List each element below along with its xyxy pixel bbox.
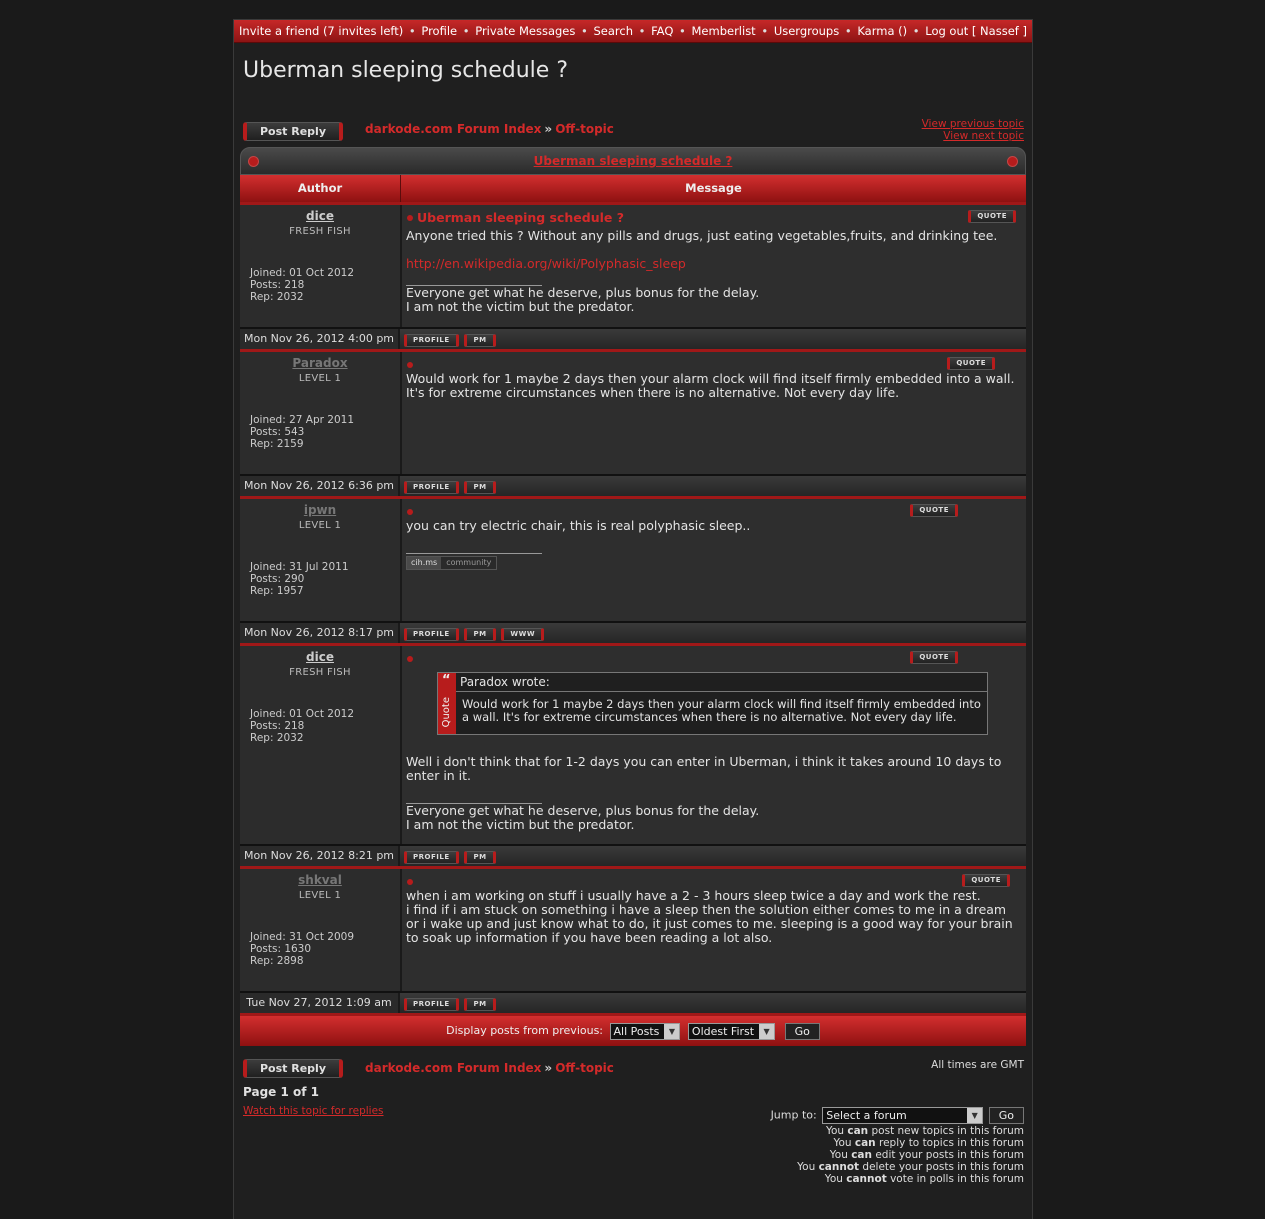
page-of: of [288, 1085, 311, 1099]
message-column-header: Message [401, 175, 1026, 202]
breadcrumb-bottom [365, 1061, 614, 1075]
author-username-link[interactable]: dice [306, 209, 334, 223]
breadcrumb [365, 122, 614, 136]
permission-text: vote in polls in this forum [886, 1173, 1024, 1185]
signature-line-2: I am not the victim but the predator. [406, 817, 635, 832]
post-body: you can try electric chair, this is real polyphasic sleep.. [406, 518, 751, 533]
jump-label: Jump to: [770, 1108, 817, 1122]
post-footer [240, 844, 1026, 866]
post-footer [240, 991, 1026, 1013]
decor-dot-icon [248, 156, 259, 167]
author-posts: Posts: 543 [250, 426, 305, 438]
author-joined: Joined: 27 Apr 2011 [250, 414, 355, 426]
post-bullet-icon [407, 879, 413, 885]
profile-button[interactable]: PROFILE [404, 481, 459, 494]
post-author [240, 352, 402, 474]
quote-button[interactable]: QUOTE [910, 504, 958, 517]
post-body: Anyone tried this ? Without any pills and drugs, just eating vegetables,fruits, and drinking tee. [406, 228, 998, 243]
post-bullet-icon [407, 215, 413, 221]
breadcrumb-separator: » [544, 122, 553, 136]
author-stats [250, 267, 354, 303]
author-posts: Posts: 218 [250, 720, 305, 732]
permission-text: You [829, 1149, 852, 1161]
post-actions [400, 623, 1026, 643]
permission-line [797, 1161, 1024, 1173]
permission-text: You [797, 1161, 819, 1173]
post-body-line-1: when i am working on stuff i usually have a 2 - 3 hours sleep twice a day and work the rest. [406, 888, 981, 903]
permission-emphasis: cannot [818, 1161, 860, 1173]
post-footer [240, 474, 1026, 496]
post-message [402, 352, 1026, 474]
chevron-down-icon: ▼ [967, 1108, 982, 1123]
quote-tab-label: Quote [441, 697, 452, 728]
permission-text: reply to topics in this forum [875, 1137, 1024, 1149]
nav-usergroups[interactable]: Usergroups [773, 24, 840, 38]
quote-block [437, 672, 988, 735]
view-next-topic-link[interactable]: View next topic [943, 130, 1024, 142]
permission-line [797, 1137, 1024, 1149]
sort-order-select[interactable] [688, 1023, 775, 1040]
timezone-note: All times are GMT [931, 1059, 1024, 1071]
post-row [240, 202, 1026, 327]
forum-permissions [797, 1125, 1024, 1185]
permission-text: delete your posts in this forum [859, 1161, 1024, 1173]
post-row [240, 643, 1026, 844]
permission-line [797, 1149, 1024, 1161]
post-footer [240, 327, 1026, 349]
nav-separator: • [638, 24, 646, 38]
nav-memberlist[interactable]: Memberlist [691, 24, 756, 38]
decor-dot-icon [1007, 156, 1018, 167]
pm-button[interactable]: PM [464, 998, 495, 1011]
topic-navigation [922, 118, 1024, 142]
column-headers [240, 175, 1026, 202]
post-reply-button[interactable]: Post Reply [243, 122, 343, 141]
topic-title-link[interactable]: Uberman sleeping schedule ? [533, 154, 733, 168]
post-body-line-2: It's for extreme circumstances when there is no alternative. Not every day life. [406, 385, 900, 400]
post-row [240, 349, 1026, 474]
page-title: Uberman sleeping schedule ? [243, 58, 568, 83]
author-joined: Joined: 31 Oct 2009 [250, 931, 355, 943]
post-author [240, 869, 402, 991]
permission-text: edit your posts in this forum [872, 1149, 1024, 1161]
quote-mark-icon: “ [442, 673, 451, 688]
post-footer [240, 621, 1026, 643]
post-row [240, 496, 1026, 621]
post-reply-button-bottom[interactable]: Post Reply [243, 1059, 343, 1078]
author-username-link[interactable]: dice [306, 650, 334, 664]
post-date: Mon Nov 26, 2012 8:17 pm [240, 623, 400, 643]
display-posts-select[interactable] [610, 1023, 681, 1040]
permission-text: You [824, 1173, 847, 1185]
author-joined: Joined: 31 Jul 2011 [250, 561, 349, 573]
author-stats [250, 561, 349, 597]
jump-to [771, 1107, 1024, 1124]
quote-tab [438, 673, 456, 734]
post-date: Mon Nov 26, 2012 4:00 pm [240, 329, 400, 349]
post-body-line-2: i find if i am stuck on something i have a sleep then the solution either comes to me in a dream or i wake up and just know what to do, it just comes to me. sleeping is a good way for your brain to soak up information if you have been reading a lot also. [406, 902, 1013, 945]
quote-button[interactable]: QUOTE [962, 874, 1010, 887]
permission-text: You [825, 1125, 848, 1137]
post-message [402, 869, 1026, 991]
author-rank: FRESH FISH [289, 667, 351, 678]
author-column-header: Author [240, 175, 401, 202]
pm-button[interactable]: PM [464, 334, 495, 347]
permission-emphasis: can [851, 1149, 872, 1161]
nav-karma[interactable]: Karma () [857, 24, 908, 38]
sort-order-value: Oldest First [691, 1024, 755, 1038]
nav-separator: • [408, 24, 416, 38]
post-actions [400, 329, 1026, 349]
display-label: Display posts from previous: [446, 1024, 604, 1037]
nav-logout[interactable]: Log out [ Nassef ] [925, 24, 1027, 38]
jump-go-button[interactable]: Go [989, 1107, 1024, 1124]
author-username-link[interactable]: ipwn [303, 503, 337, 517]
post-body-line-1: Would work for 1 maybe 2 days then your alarm clock will find itself firmly embedded into a wall. [406, 371, 1015, 386]
author-stats [250, 414, 354, 450]
signature-banner-left: cih.ms [407, 557, 441, 569]
permission-line [797, 1173, 1024, 1185]
post-link[interactable]: http://en.wikipedia.org/wiki/Polyphasic_sleep [406, 256, 686, 271]
topic-header [240, 147, 1026, 175]
top-navigation [234, 20, 1032, 43]
signature-line-1: Everyone get what he deserve, plus bonus for the delay. [406, 803, 760, 818]
jump-forum-value: Select a forum [826, 1109, 907, 1122]
permission-emphasis: can [847, 1125, 869, 1137]
post-message [402, 646, 1026, 844]
chevron-down-icon: ▼ [759, 1024, 774, 1039]
signature-banner[interactable] [406, 556, 497, 570]
nav-search[interactable]: Search [593, 24, 633, 38]
quote-content [456, 673, 987, 734]
author-rep: Rep: 2159 [250, 438, 304, 450]
nav-faq[interactable]: FAQ [651, 24, 674, 38]
nav-profile[interactable]: Profile [421, 24, 458, 38]
author-rank: LEVEL 1 [298, 520, 342, 531]
profile-button[interactable]: PROFILE [404, 628, 459, 641]
author-rep: Rep: 1957 [250, 585, 304, 597]
topic-table [240, 147, 1026, 1046]
author-posts: Posts: 1630 [250, 943, 312, 955]
nav-separator: • [844, 24, 852, 38]
author-username-link[interactable]: shkval [298, 873, 342, 887]
profile-button[interactable]: PROFILE [404, 851, 459, 864]
post-message [402, 499, 1026, 621]
pagination [243, 1085, 319, 1099]
pm-button[interactable]: PM [464, 851, 495, 864]
quote-text: Would work for 1 maybe 2 days then your alarm clock will find itself firmly embedded into a wall. It's for extreme circumstances when there is no alternative. Not every day life. [462, 697, 981, 724]
post-author [240, 646, 402, 844]
permission-emphasis: cannot [846, 1173, 887, 1185]
quote-button[interactable]: QUOTE [968, 210, 1016, 223]
post-date: Mon Nov 26, 2012 6:36 pm [240, 476, 400, 496]
author-rank: LEVEL 1 [298, 890, 342, 901]
permission-text: post new topics in this forum [868, 1125, 1024, 1137]
display-posts-value: All Posts [613, 1024, 660, 1038]
post-date: Mon Nov 26, 2012 8:21 pm [240, 846, 400, 866]
post-bullet-icon [407, 509, 413, 515]
author-rep: Rep: 2898 [250, 955, 304, 967]
permission-line [797, 1125, 1024, 1137]
page-prefix: Page [243, 1085, 281, 1099]
profile-button[interactable]: PROFILE [404, 334, 459, 347]
post-author [240, 205, 402, 327]
author-stats [250, 708, 354, 744]
post-body: Well i don't think that for 1-2 days you can enter in Uberman, i think it takes around 10 days to enter in it. [406, 754, 1002, 783]
signature-line-2: I am not the victim but the predator. [406, 299, 635, 314]
display-options-bar [240, 1013, 1026, 1046]
display-go-button[interactable]: Go [785, 1023, 820, 1040]
permission-text: You [833, 1137, 855, 1149]
post-actions [400, 993, 1026, 1013]
permission-emphasis: can [854, 1137, 876, 1149]
profile-button[interactable]: PROFILE [404, 998, 459, 1011]
chevron-down-icon: ▼ [664, 1024, 679, 1039]
quote-button[interactable]: QUOTE [910, 651, 958, 664]
breadcrumb-off-topic[interactable]: Off-topic [555, 122, 614, 136]
author-rank: LEVEL 1 [298, 373, 342, 384]
signature-divider [406, 553, 542, 554]
post-bullet-icon [407, 362, 413, 368]
author-joined: Joined: 01 Oct 2012 [250, 267, 355, 279]
breadcrumb-forum-index[interactable]: darkode.com Forum Index [365, 1061, 542, 1075]
jump-forum-select[interactable] [822, 1107, 983, 1124]
nav-separator: • [679, 24, 686, 38]
breadcrumb-off-topic[interactable]: Off-topic [555, 1061, 614, 1075]
author-rank: FRESH FISH [289, 226, 351, 237]
watch-topic-link[interactable]: Watch this topic for replies [243, 1105, 384, 1117]
page-current: 1 [280, 1085, 289, 1099]
breadcrumb-forum-index[interactable]: darkode.com Forum Index [365, 122, 542, 136]
post-author [240, 499, 402, 621]
quote-author: Paradox wrote: [456, 673, 987, 692]
author-posts: Posts: 290 [250, 573, 305, 585]
view-previous-topic-link[interactable]: View previous topic [921, 118, 1024, 130]
author-rep: Rep: 2032 [250, 291, 304, 303]
www-button[interactable]: WWW [501, 628, 544, 641]
quote-button[interactable]: QUOTE [947, 357, 995, 370]
nav-private-messages[interactable]: Private Messages [475, 24, 576, 38]
signature-line-1: Everyone get what he deserve, plus bonus for the delay. [406, 285, 760, 300]
post-actions [400, 476, 1026, 496]
post-date: Tue Nov 27, 2012 1:09 am [240, 993, 400, 1013]
nav-separator: • [761, 24, 769, 38]
signature-banner-right: community [441, 557, 496, 569]
post-message [402, 205, 1026, 327]
post-actions [400, 846, 1026, 866]
author-joined: Joined: 01 Oct 2012 [250, 708, 355, 720]
author-stats [250, 931, 354, 967]
page-wrapper [233, 19, 1033, 1219]
breadcrumb-separator: » [544, 1061, 553, 1075]
author-posts: Posts: 218 [250, 279, 305, 291]
post-row [240, 866, 1026, 991]
pm-button[interactable]: PM [464, 628, 495, 641]
author-username-link[interactable]: Paradox [292, 356, 348, 370]
nav-separator: • [912, 24, 920, 38]
author-rep: Rep: 2032 [250, 732, 304, 744]
post-bullet-icon [407, 656, 413, 662]
nav-separator: • [581, 24, 588, 38]
pm-button[interactable]: PM [464, 481, 495, 494]
nav-invite[interactable]: Invite a friend (7 invites left) [239, 24, 404, 38]
page-total: 1 [310, 1085, 320, 1099]
post-subject: Uberman sleeping schedule ? [417, 210, 625, 225]
nav-separator: • [462, 24, 470, 38]
